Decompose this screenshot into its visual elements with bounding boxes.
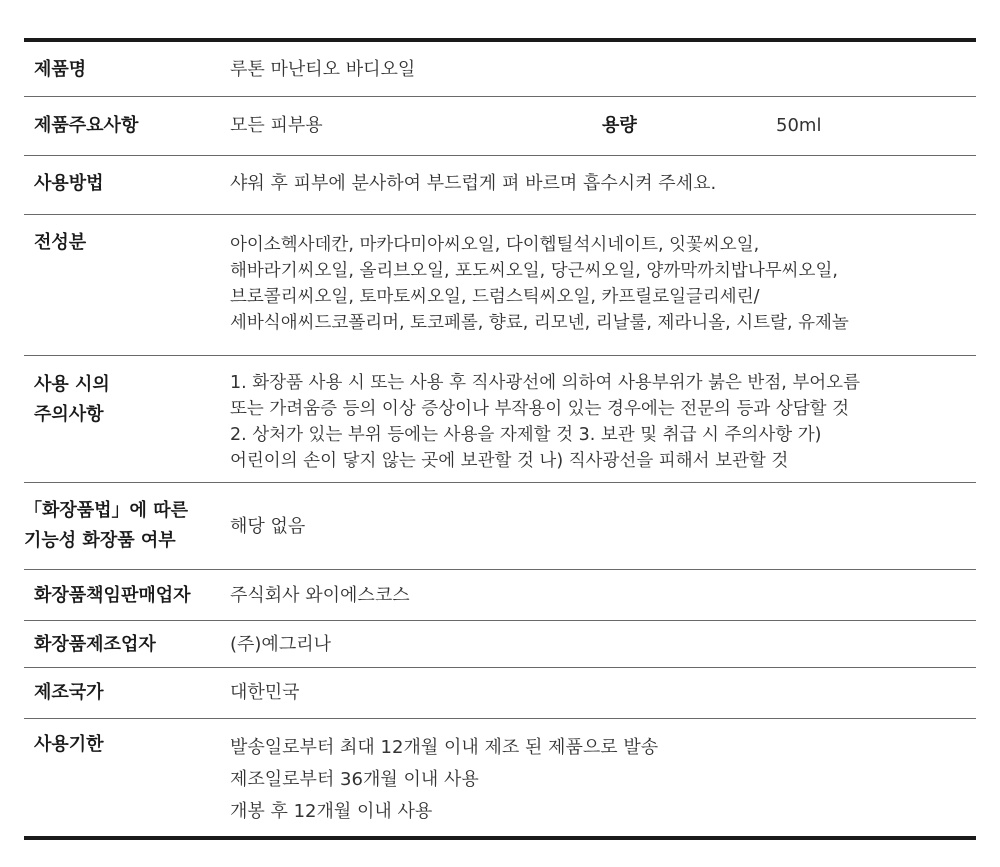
row-expiry	[24, 719, 976, 836]
ingredients-line: 브로콜리씨오일, 토마토씨오일, 드럼스틱씨오일, 카프릴로일글리세린/	[230, 287, 760, 307]
usage-label: 사용방법	[34, 173, 104, 194]
manufacturer-label: 화장품제조업자	[34, 634, 156, 655]
ingredients-line: 해바라기씨오일, 올리브오일, 포도씨오일, 당근씨오일, 양까막까치밥나무씨오일,	[230, 261, 838, 281]
caution-line: 어린이의 손이 닿지 않는 곳에 보관할 것 나) 직사광선을 피해서 보관할 것	[230, 451, 789, 471]
row-caution	[24, 356, 976, 483]
ingredients-value	[230, 215, 976, 355]
product-name-value: 루톤 마난티오 바디오일	[230, 59, 416, 80]
row-manufacturer	[24, 621, 976, 668]
skin-type-label: 제품주요사항	[34, 115, 139, 136]
country-label: 제조국가	[34, 682, 104, 703]
caution-line: 1. 화장품 사용 시 또는 사용 후 직사광선에 의하여 사용부위가 붉은 반점, 부어오름	[230, 373, 860, 393]
expiry-line: 개봉 후 12개월 이내 사용	[230, 801, 433, 822]
functional-label-line: 「화장품법」에 따른	[24, 500, 188, 521]
caution-line: 2. 상처가 있는 부위 등에는 사용을 자제할 것 3. 보관 및 취급 시 주의사항 가)	[230, 425, 822, 445]
row-country	[24, 668, 976, 719]
functional-label-line: 기능성 화장품 여부	[24, 530, 176, 551]
skin-type-cell	[230, 97, 976, 155]
functional-value: 해당 없음	[230, 516, 306, 537]
row-functional-cosmetic	[24, 483, 976, 570]
caution-value	[230, 356, 976, 482]
row-usage	[24, 156, 976, 215]
expiry-value	[230, 719, 976, 836]
usage-value: 샤워 후 피부에 분사하여 부드럽게 펴 바르며 흡수시켜 주세요.	[230, 173, 717, 194]
expiry-label: 사용기한	[34, 734, 104, 755]
product-name-label: 제품명	[34, 59, 87, 80]
row-seller	[24, 570, 976, 621]
caution-label-line: 사용 시의	[34, 374, 110, 395]
caution-label	[24, 356, 230, 482]
volume-value: 50ml	[776, 115, 822, 136]
row-product-name	[24, 42, 976, 97]
skin-type-value: 모든 피부용	[230, 115, 323, 136]
country-value: 대한민국	[230, 682, 300, 703]
seller-label: 화장품책임판매업자	[34, 585, 191, 606]
product-info-table	[24, 38, 976, 840]
row-ingredients	[24, 215, 976, 356]
caution-label-line: 주의사항	[34, 404, 104, 425]
functional-label	[24, 483, 230, 569]
manufacturer-value: (주)예그리나	[230, 634, 331, 655]
row-skin-type	[24, 97, 976, 156]
caution-line: 또는 가려움증 등의 이상 증상이나 부작용이 있는 경우에는 전문의 등과 상담할 것	[230, 399, 850, 419]
expiry-line: 제조일로부터 36개월 이내 사용	[230, 769, 479, 790]
volume-label: 용량	[602, 115, 637, 136]
expiry-line: 발송일로부터 최대 12개월 이내 제조 된 제품으로 발송	[230, 737, 659, 758]
seller-value: 주식회사 와이에스코스	[230, 585, 410, 606]
ingredients-line: 아이소헥사데칸, 마카다미아씨오일, 다이헵틸석시네이트, 잇꽃씨오일,	[230, 235, 760, 255]
ingredients-label: 전성분	[34, 232, 87, 253]
ingredients-line: 세바식애씨드코폴리머, 토코페롤, 향료, 리모넨, 리날룰, 제라니올, 시트랄, 유제놀	[230, 313, 849, 333]
